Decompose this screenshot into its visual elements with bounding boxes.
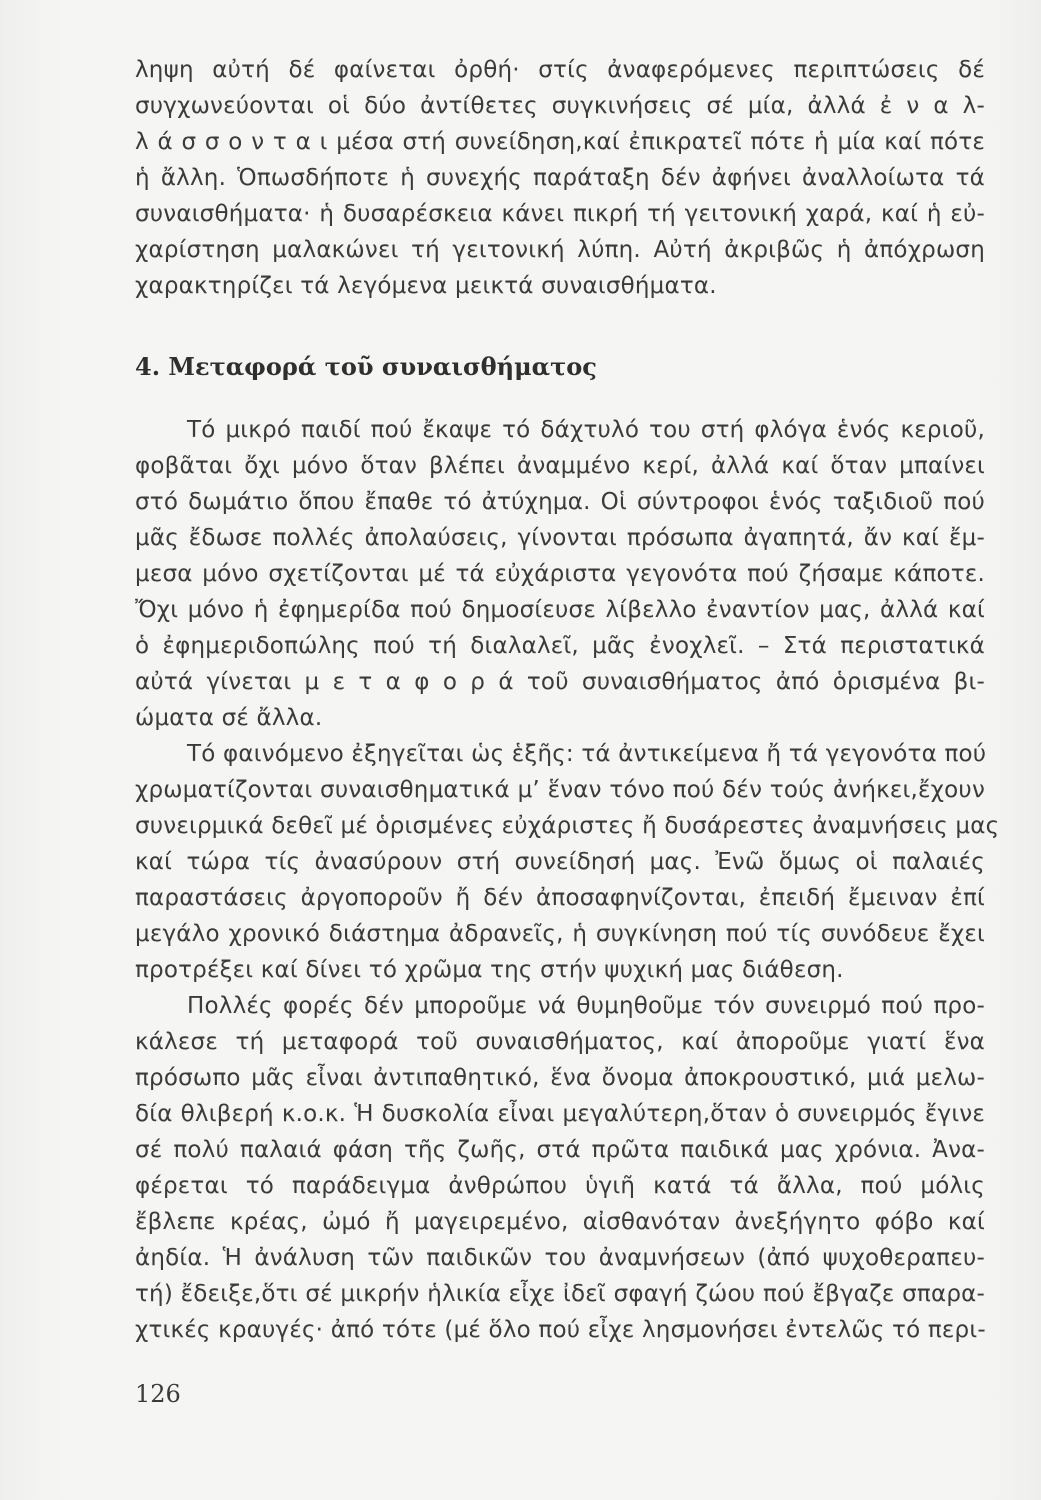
text-line: χτικές κραυγές· ἀπό τότε (μέ ὅλο πού εἶχε λησμονήσει ἐντελῶς τό περι-	[135, 1317, 986, 1343]
paragraph-1	[135, 412, 985, 736]
text-line: λ ά σ σ ο ν τ α ι μέσα στή συνείδηση,καί ἐπικρατεῖ πότε ἡ μία καί πότε	[135, 129, 985, 155]
text-line: μᾶς ἔδωσε πολλές ἀπολαύσεις, γίνονται πρόσωπα ἀγαπητά, ἄν καί ἔμ-	[135, 525, 985, 551]
text-line: προτρέξει καί δίνει τό χρῶμα της στήν ψυχική μας διάθεση.	[135, 957, 844, 983]
text-line: παραστάσεις ἀργοποροῦν ἤ δέν ἀποσαφηνίζονται, ἐπειδή ἔμειναν ἐπί	[135, 885, 985, 911]
text-line: συναισθήματα· ἡ δυσαρέσκεια κάνει πικρή τή γειτονική χαρά, καί ἡ εὐ-	[135, 201, 985, 227]
text-line: μεσα μόνο σχετίζονται μέ τά εὐχάριστα γεγονότα πού ζήσαμε κάποτε.	[135, 561, 985, 587]
text-line: ὁ ἐφημεριδοπώλης πού τή διαλαλεῖ, μᾶς ἐνοχλεῖ. – Στά περιστατικά	[135, 633, 985, 659]
text-line: Τό φαινόμενο ἐξηγεῖται ὡς ἑξῆς: τά ἀντικείμενα ἤ τά γεγονότα πού	[187, 741, 987, 767]
text-line: φοβᾶται ὄχι μόνο ὅταν βλέπει ἀναμμένο κερί, ἀλλά καί ὅταν μπαίνει	[135, 453, 985, 479]
text-line: χαρίστηση μαλακώνει τή γειτονική λύπη. Αὐτή ἀκριβῶς ἡ ἀπόχρωση	[135, 237, 985, 263]
text-line: ἡ ἄλλη. Ὁπωσδήποτε ἡ συνεχής παράταξη δέν ἀφήνει ἀναλλοίωτα τά	[135, 165, 985, 191]
section-heading: 4. Μεταφορά τοῦ συναισθήματος	[135, 352, 597, 381]
text-line: χαρακτηρίζει τά λεγόμενα μεικτά συναισθήματα.	[135, 273, 717, 299]
paragraph-3	[135, 988, 985, 1348]
text-line: φέρεται τό παράδειγμα ἀνθρώπου ὑγιῆ κατά τά ἄλλα, πού μόλις	[135, 1173, 985, 1199]
text-line: Τό μικρό παιδί πού ἔκαψε τό δάχτυλό του στή φλόγα ἑνός κεριοῦ,	[187, 417, 985, 443]
text-line: δία θλιβερή κ.ο.κ. Ἡ δυσκολία εἶναι μεγαλύτερη,ὅταν ὁ συνειρμός ἔγινε	[135, 1101, 985, 1127]
text-line: συνειρμικά δεθεῖ μέ ὁρισμένες εὐχάριστες ἤ δυσάρεστες ἀναμνήσεις μας	[135, 813, 1000, 839]
text-line: Ὄχι μόνο ἡ ἐφημερίδα πού δημοσίευσε λίβελλο ἐναντίον μας, ἀλλά καί	[135, 597, 985, 623]
text-line: χρωματίζονται συναισθηματικά μ’ ἕναν τόνο πού δέν τούς ἀνήκει,ἔχουν	[135, 777, 985, 803]
text-line: καί τώρα τίς ἀνασύρουν στή συνείδησή μας. Ἐνῶ ὅμως οἱ παλαιές	[135, 849, 985, 875]
text-line: σέ πολύ παλαιά φάση τῆς ζωῆς, στά πρῶτα παιδικά μας χρόνια. Ἀνα-	[135, 1137, 985, 1163]
text-line: ώματα σέ ἄλλα.	[135, 705, 323, 731]
page-number: 126	[135, 1380, 181, 1408]
text-line: αὐτά γίνεται μ ε τ α φ ο ρ ά τοῦ συναισθήματος ἀπό ὁρισμένα βι-	[135, 669, 985, 695]
text-line: στό δωμάτιο ὅπου ἔπαθε τό ἀτύχημα. Οἱ σύντροφοι ἑνός ταξιδιοῦ πού	[135, 489, 985, 515]
text-line: κάλεσε τή μεταφορά τοῦ συναισθήματος, καί ἀποροῦμε γιατί ἕνα	[135, 1029, 985, 1055]
intro-paragraph	[135, 52, 985, 304]
text-line: πρόσωπο μᾶς εἶναι ἀντιπαθητικό, ἕνα ὄνομα ἀποκρουστικό, μιά μελω-	[135, 1065, 985, 1091]
text-line: ἀηδία. Ἡ ἀνάλυση τῶν παιδικῶν του ἀναμνήσεων (ἀπό ψυχοθεραπευ-	[135, 1245, 985, 1271]
paragraph-2	[135, 736, 1000, 988]
text-line: ληψη αὐτή δέ φαίνεται ὀρθή· στίς ἀναφερόμενες περιπτώσεις δέ	[135, 57, 985, 83]
text-line: τή) ἔδειξε,ὅτι σέ μικρήν ἡλικία εἶχε ἰδεῖ σφαγή ζώου πού ἔβγαζε σπαρα-	[135, 1281, 985, 1307]
text-line: Πολλές φορές δέν μποροῦμε νά θυμηθοῦμε τόν συνειρμό πού προ-	[187, 993, 985, 1019]
text-line: ἔβλεπε κρέας, ὠμό ἤ μαγειρεμένο, αἰσθανόταν ἀνεξήγητο φόβο καί	[135, 1209, 985, 1235]
text-line: μεγάλο χρονικό διάστημα ἀδρανεῖς, ἡ συγκίνηση πού τίς συνόδευε ἔχει	[135, 921, 985, 947]
text-line: συγχωνεύονται οἱ δύο ἀντίθετες συγκινήσεις σέ μία, ἀλλά ἐ ν α λ-	[135, 93, 985, 119]
